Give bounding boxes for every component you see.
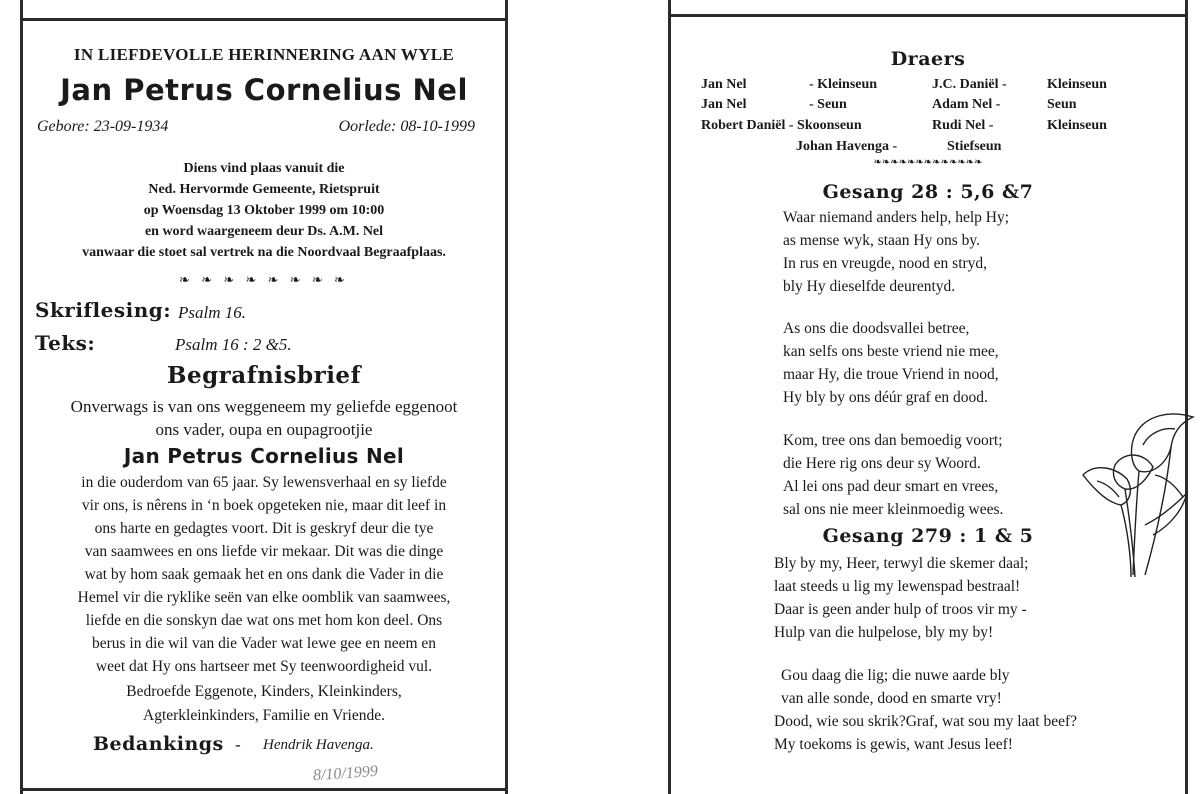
thanks-name: Hendrik Havenga. (263, 737, 374, 753)
deceased-name: Jan Petrus Cornelius Nel (60, 73, 468, 107)
left-page (20, 0, 508, 794)
hymn-line: Gou daag die lig; die nuwe aarde bly (781, 667, 1010, 684)
ornament-divider: ❧❧❧❧❧❧❧❧❧❧❧❧❧ (873, 157, 983, 168)
letter-line: wat by hom saak gemaak het en ons dank die Vader in die (84, 566, 444, 583)
hymn-line: Hy bly by ons déúr graf en dood. (783, 389, 988, 406)
bearer-relation: Kleinseun (1047, 77, 1107, 92)
hymn-line: Waar niemand anders help, help Hy; (783, 209, 1010, 226)
hymn-line: sal ons nie meer kleinmoedig wees. (783, 501, 1004, 518)
bearers-title: Draers (890, 48, 966, 70)
service-line: en word waargeneem deur Ds. A.M. Nel (144, 224, 384, 239)
hymn-line: die Here rig ons deur sy Woord. (783, 455, 981, 472)
bearer-relation: - Kleinseun (809, 77, 878, 92)
bearer-relation: - Seun (809, 97, 847, 112)
hymn1-title: Gesang 28 : 5,6 &7 (822, 181, 1034, 203)
hymn-line: van alle sonde, dood en smarte vry! (781, 690, 1002, 707)
hymn-line: Daar is geen ander hulp of troos vir my - (774, 601, 1027, 618)
hymn-line: My toekoms is gewis, want Jesus leef! (774, 736, 1013, 753)
deceased-name-secondary: Jan Petrus Cornelius Nel (123, 444, 405, 468)
hymn2-title: Gesang 279 : 1 & 5 (822, 525, 1034, 547)
frame-bottom-border (23, 788, 505, 791)
family-line: Agterkleinkinders, Familie en Vriende. (143, 707, 385, 724)
hymn-line: As ons die doodsvallei betree, (783, 320, 970, 337)
hymn-line: Hulp van die hulpelose, bly my by! (774, 624, 994, 641)
bearer-name: Robert Daniël - Skoonseun (701, 118, 862, 133)
hymn-line: kan selfs ons beste vriend nie mee, (783, 343, 999, 360)
letter-line: Hemel vir die ryklike seën van elke oomblik van saamwees, (77, 589, 451, 606)
letter-line: weet dat Hy ons hartseer met Sy teenwoordigheid vul. (95, 658, 433, 675)
memorial-heading: IN LIEFDEVOLLE HERINNERING AAN WYLE (73, 45, 455, 64)
text-value: Psalm 16 : 2 &5. (175, 335, 292, 354)
hymn-line: maar Hy, die troue Vriend in nood, (783, 366, 999, 383)
ornament-divider: ❧ ❧ ❧ ❧ ❧ ❧ ❧ ❧ (179, 272, 349, 287)
birth-date: Gebore: 23-09-1934 (37, 118, 169, 135)
bearer-name: Jan Nel (701, 77, 747, 92)
bearer-name: Adam Nel - (932, 97, 1001, 112)
lily-illustration (1075, 405, 1200, 580)
service-line: op Woensdag 13 Oktober 1999 om 10:00 (143, 203, 385, 218)
reading-label: Skriflesing: (35, 298, 172, 322)
bearer-name: Rudi Nel - (932, 118, 994, 133)
letter-line: vir ons, is nêrens in ‘n boek opgeteken nie, maar dit leef in (81, 497, 447, 514)
hymn-line: as mense wyk, staan Hy ons by. (783, 232, 981, 249)
bearer-name: J.C. Daniël - (932, 77, 1007, 92)
service-line: vanwaar die stoet sal vertrek na die Noordvaal Begraafplaas. (82, 245, 446, 260)
hymn-line: Al lei ons pad deur smart en vrees, (783, 478, 999, 495)
service-line: Diens vind plaas vanuit die (183, 161, 345, 176)
thanks-dash: - (235, 735, 241, 754)
intro-line: Onverwags is van ons weggeneem my geliefde eggenoot (70, 397, 458, 416)
hymn-line: bly Hy dieselfde deurentyd. (783, 278, 956, 295)
hymn-line: Dood, wie sou skrik?Graf, wat sou my laat beef? (774, 713, 1078, 730)
frame-top-border (671, 14, 1185, 17)
bearer-relation: Kleinseun (1047, 118, 1107, 133)
letter-line: ons harte en gedagtes voort. Dit is geskryf deur die tye (94, 520, 434, 537)
right-page (668, 0, 1188, 794)
hymn-line: Kom, tree ons dan bemoedig voort; (783, 432, 1003, 449)
thanks-label: Bedankings (93, 733, 224, 755)
bearer-name: Johan Havenga - (796, 139, 898, 154)
service-line: Ned. Hervormde Gemeente, Rietspruit (148, 182, 380, 197)
letter-line: van saamwees en ons liefde vir mekaar. Dit was die dinge (84, 543, 444, 560)
letter-line: in die ouderdom van 65 jaar. Sy lewensverhaal en sy liefde (81, 474, 447, 491)
bearer-relation: Stiefseun (947, 139, 1002, 154)
letter-line: liefde en die sonskyn dae wat ons met hom kon deel. Ons (85, 612, 443, 629)
letter-line: berus in die wil van die Vader wat lewe gee en neem en (91, 635, 437, 652)
intro-line: ons vader, oupa en oupagrootjie (155, 420, 373, 439)
frame-top-border (23, 18, 505, 21)
handwritten-date: 8/10/1999 (312, 762, 379, 785)
hymn-line: In rus en vreugde, nood en stryd, (783, 255, 988, 272)
hymn-line: laat steeds u lig my lewenspad bestraal! (774, 578, 1021, 595)
letter-title: Begrafnisbrief (167, 362, 361, 389)
death-date: Oorlede: 08-10-1999 (338, 118, 475, 135)
hymn-line: Bly by my, Heer, terwyl die skemer daal; (774, 555, 1029, 572)
bearer-relation: Seun (1047, 97, 1077, 112)
bearer-name: Jan Nel (701, 97, 747, 112)
family-line: Bedroefde Eggenote, Kinders, Kleinkinders, (126, 683, 402, 700)
text-label: Teks: (35, 331, 96, 355)
reading-value: Psalm 16. (178, 303, 246, 322)
